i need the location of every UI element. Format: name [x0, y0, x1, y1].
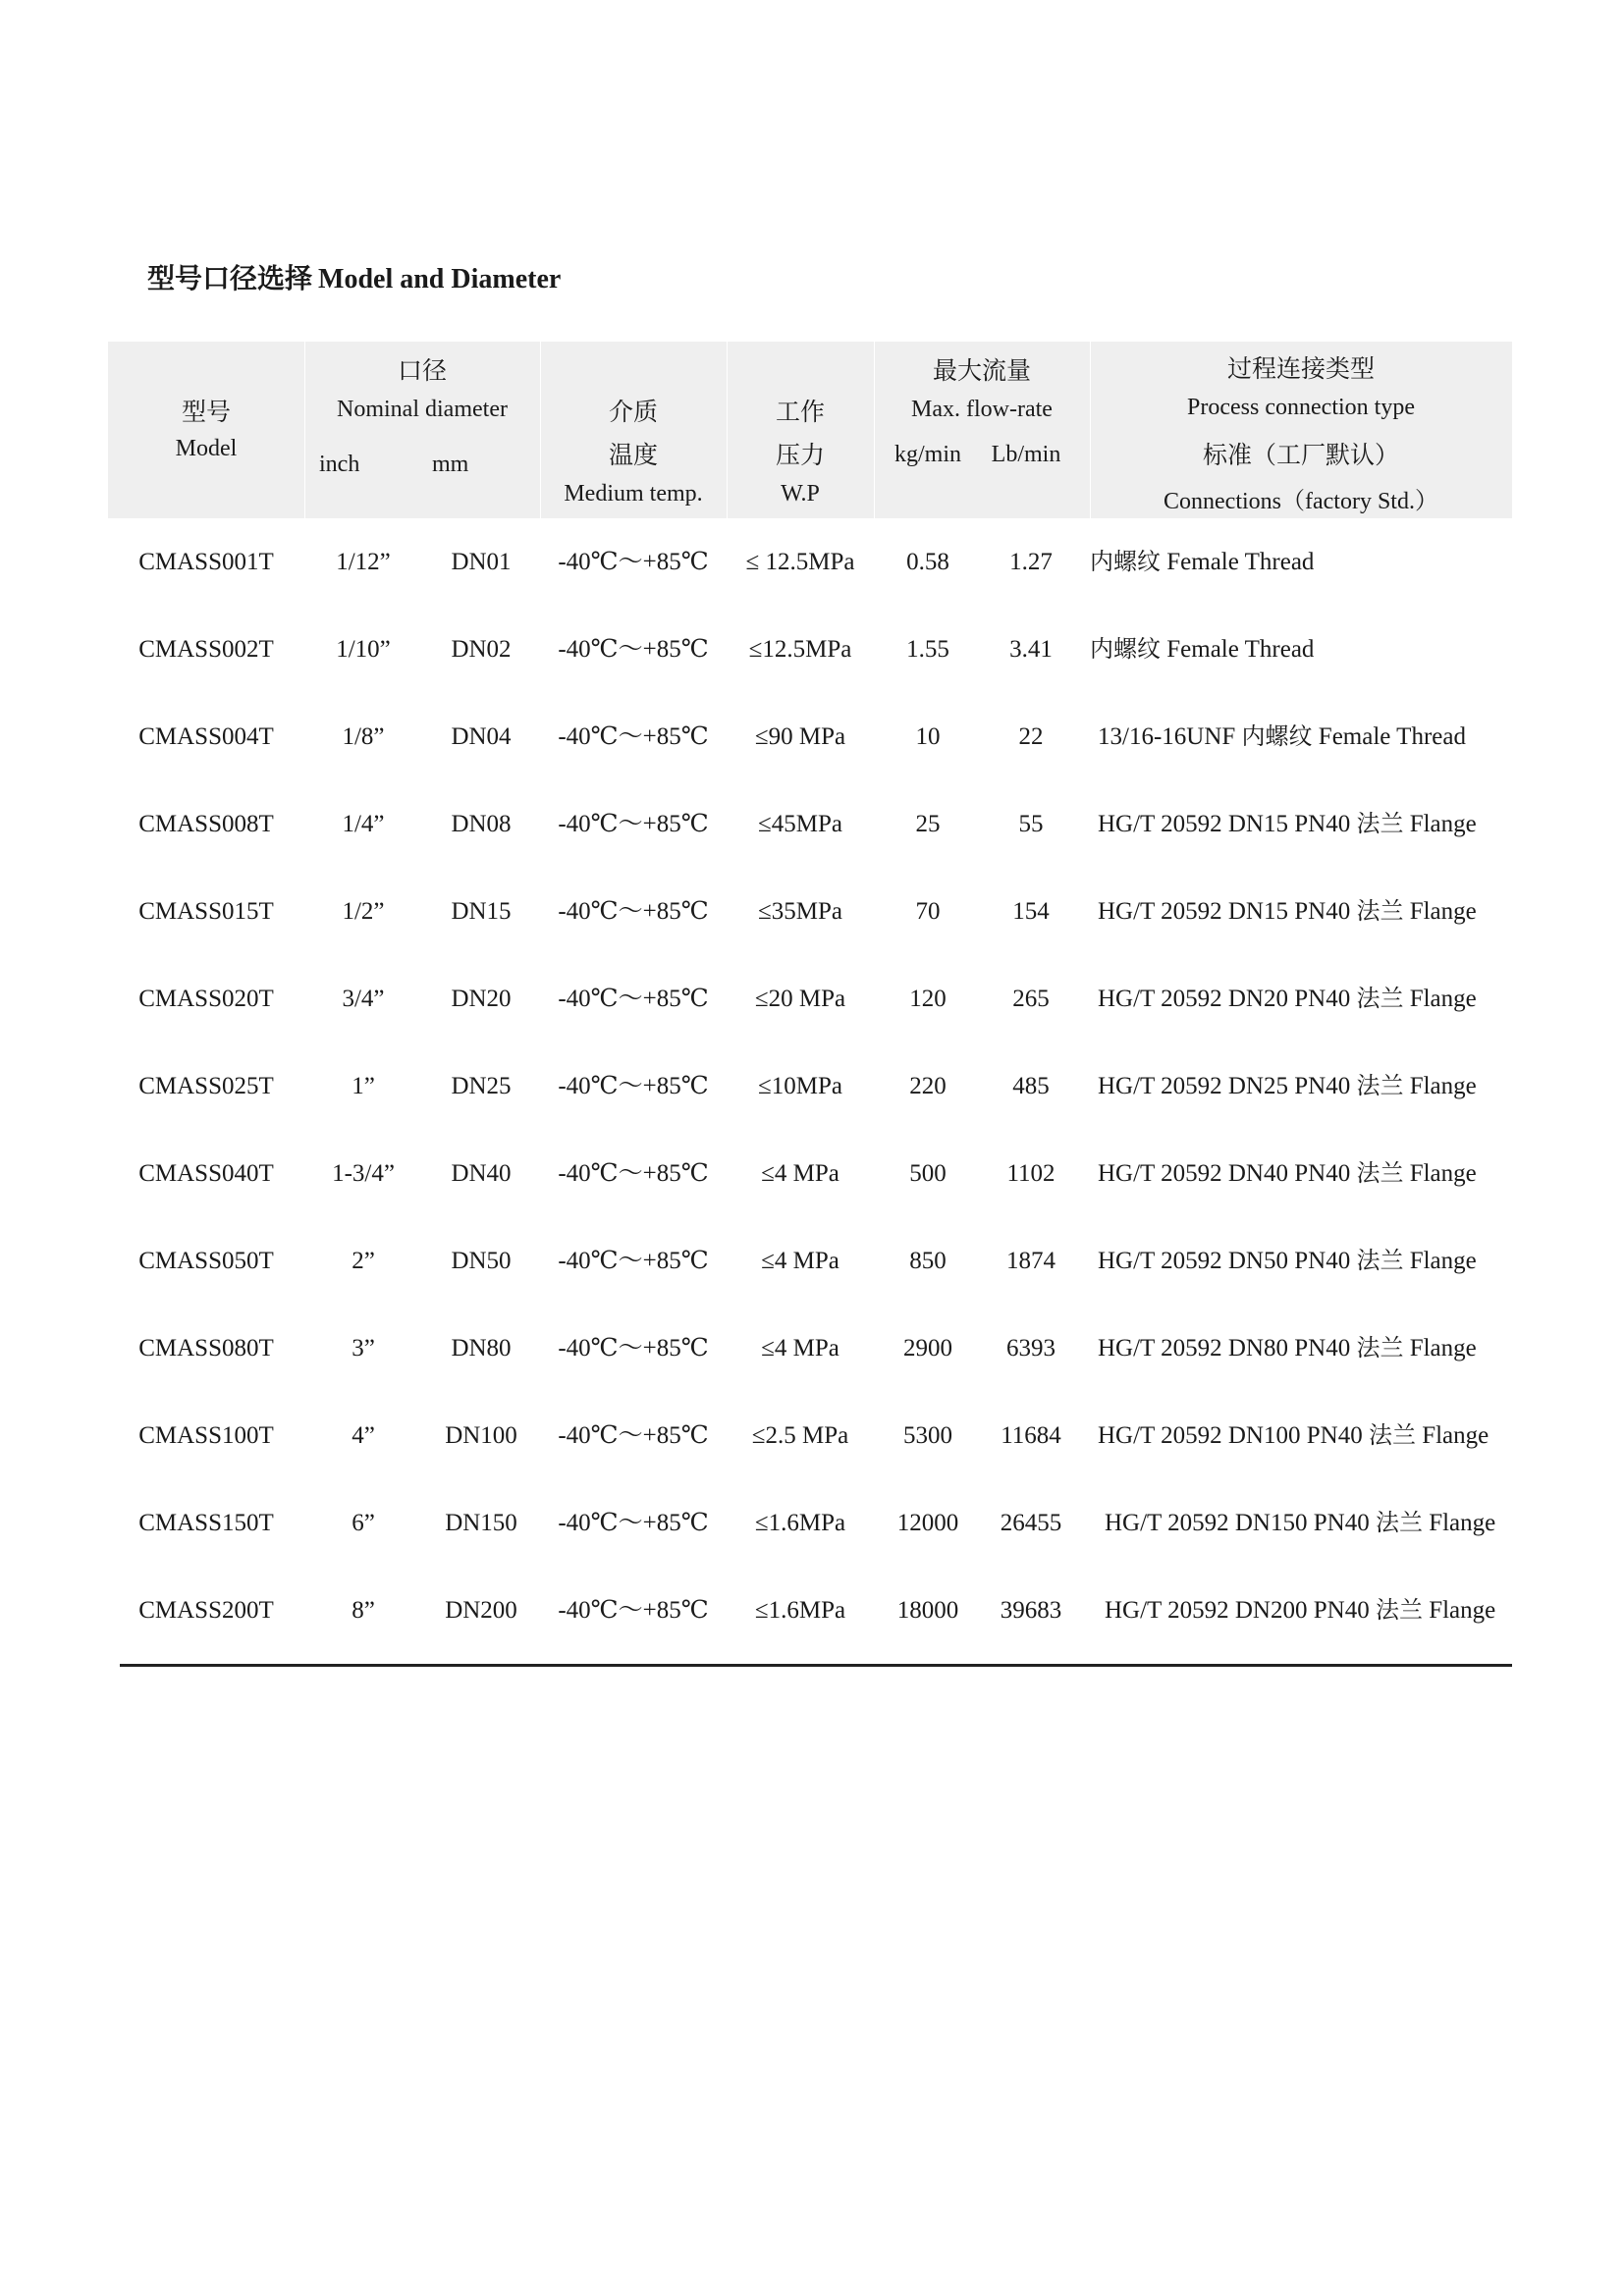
- table-row: [108, 1042, 1512, 1130]
- cell-model: CMASS100T: [138, 1422, 274, 1449]
- cell-connection: [1098, 693, 1512, 780]
- table-header: [108, 342, 1512, 518]
- cell-inch: 1/2”: [342, 898, 385, 925]
- connection-type-cn: 法兰: [1356, 1247, 1404, 1274]
- cell-mm: DN02: [451, 636, 512, 663]
- cell-kg: 220: [909, 1073, 947, 1099]
- cell-pressure: ≤45MPa: [758, 811, 842, 837]
- table-row: [108, 1479, 1512, 1567]
- connection-type-en: Flange: [1403, 1248, 1477, 1274]
- connection-type-en: Female Thread: [1312, 723, 1466, 750]
- cell-connection: [1098, 1130, 1512, 1217]
- header-diameter-cn: 口径: [397, 356, 447, 385]
- header-temp-en: Medium temp.: [564, 481, 703, 507]
- cell-inch: 1/10”: [336, 636, 391, 663]
- cell-lb: 39683: [1000, 1597, 1062, 1624]
- cell-lb: 6393: [1006, 1335, 1056, 1362]
- connection-type-en: Flange: [1422, 1597, 1496, 1624]
- cell-inch: 2”: [352, 1248, 375, 1274]
- cell-lb: 1.27: [1009, 549, 1053, 575]
- header-kg: kg/min: [893, 442, 961, 467]
- header-pressure-cn2: 压力: [775, 441, 825, 469]
- cell-temp: -40℃～+85℃: [558, 1510, 709, 1536]
- header-temp-cn1: 介质: [608, 398, 658, 426]
- cell-mm: DN01: [451, 549, 512, 575]
- cell-lb: 3.41: [1009, 636, 1053, 663]
- table-row: [108, 1305, 1512, 1392]
- cell-model: CMASS015T: [138, 898, 274, 925]
- cell-pressure: ≤10MPa: [758, 1073, 842, 1099]
- cell-temp: -40℃～+85℃: [558, 1248, 709, 1274]
- connection-type-cn: 法兰: [1356, 1334, 1404, 1362]
- cell-kg: 5300: [903, 1422, 952, 1449]
- connection-type-en: Flange: [1403, 811, 1477, 837]
- header-connection: [1090, 342, 1512, 518]
- connection-standard: HG/T 20592 DN100 PN40: [1098, 1422, 1369, 1449]
- connection-type-en: Flange: [1403, 1335, 1477, 1362]
- connection-type-cn: 法兰: [1368, 1421, 1416, 1449]
- cell-pressure: ≤ 12.5MPa: [745, 549, 855, 575]
- header-pressure: [727, 342, 875, 518]
- table-row: [108, 1567, 1512, 1654]
- connection-type-cn: 法兰: [1375, 1509, 1423, 1536]
- cell-pressure: ≤35MPa: [758, 898, 842, 925]
- cell-kg: 1.55: [906, 636, 949, 663]
- cell-model: CMASS040T: [138, 1160, 274, 1187]
- cell-mm: DN40: [451, 1160, 512, 1187]
- cell-temp: -40℃～+85℃: [558, 898, 709, 925]
- header-model: [108, 342, 305, 518]
- connection-standard: HG/T 20592 DN200 PN40: [1105, 1597, 1376, 1624]
- table-row: [108, 1392, 1512, 1479]
- cell-lb: 22: [1018, 723, 1044, 750]
- cell-pressure: ≤1.6MPa: [754, 1597, 846, 1624]
- connection-standard: HG/T 20592 DN15 PN40: [1098, 811, 1357, 837]
- header-temp: [540, 342, 728, 518]
- header-diameter: [304, 342, 541, 518]
- header-temp-cn2: 温度: [608, 441, 658, 469]
- cell-mm: DN15: [451, 898, 512, 925]
- cell-connection: [1098, 1392, 1512, 1479]
- cell-model: CMASS025T: [138, 1073, 274, 1099]
- cell-kg: 120: [909, 986, 947, 1012]
- connection-type-en: Flange: [1403, 898, 1477, 925]
- connection-type-cn: 法兰: [1375, 1596, 1423, 1624]
- cell-temp: -40℃～+85℃: [558, 1335, 709, 1362]
- connection-standard: HG/T 20592 DN40 PN40: [1098, 1160, 1357, 1187]
- cell-mm: DN80: [451, 1335, 512, 1362]
- header-conn-cn: 过程连接类型: [1226, 354, 1375, 383]
- cell-temp: -40℃～+85℃: [558, 811, 709, 837]
- cell-temp: -40℃～+85℃: [558, 636, 709, 663]
- cell-connection: [1090, 606, 1512, 693]
- connection-type-en: Flange: [1415, 1422, 1489, 1449]
- table-row: [108, 1130, 1512, 1217]
- connection-type-cn: 内螺纹: [1241, 722, 1313, 750]
- cell-connection: [1098, 955, 1512, 1042]
- header-pressure-en: W.P: [781, 481, 820, 507]
- connection-standard: HG/T 20592 DN50 PN40: [1098, 1248, 1357, 1274]
- page-title-en: Model and Diameter: [318, 264, 562, 294]
- header-inch: inch: [319, 452, 360, 477]
- cell-temp: -40℃～+85℃: [558, 549, 709, 575]
- cell-inch: 3”: [352, 1335, 375, 1362]
- cell-pressure: ≤4 MPa: [761, 1335, 839, 1362]
- cell-inch: 6”: [352, 1510, 375, 1536]
- cell-inch: 1/12”: [336, 549, 391, 575]
- header-mm: mm: [432, 452, 469, 477]
- cell-lb: 1102: [1006, 1160, 1056, 1187]
- table-row: [108, 780, 1512, 868]
- cell-kg: 2900: [903, 1335, 952, 1362]
- cell-temp: -40℃～+85℃: [558, 1422, 709, 1449]
- header-conn-en: Process connection type: [1187, 395, 1415, 420]
- page-title: [147, 257, 561, 296]
- connection-type-cn: 法兰: [1356, 1159, 1404, 1187]
- cell-kg: 25: [915, 811, 941, 837]
- connection-type-en: Female Thread: [1161, 549, 1315, 575]
- cell-temp: -40℃～+85℃: [558, 723, 709, 750]
- cell-inch: 1”: [352, 1073, 375, 1099]
- cell-mm: DN150: [445, 1510, 517, 1536]
- cell-pressure: ≤1.6MPa: [754, 1510, 846, 1536]
- cell-inch: 3/4”: [342, 986, 385, 1012]
- table-row: [108, 693, 1512, 780]
- connection-standard: HG/T 20592 DN150 PN40: [1105, 1510, 1376, 1536]
- connection-type-cn: 法兰: [1356, 985, 1404, 1012]
- cell-model: CMASS150T: [138, 1510, 274, 1536]
- connection-type-cn: 法兰: [1356, 1072, 1404, 1099]
- connection-standard: HG/T 20592 DN25 PN40: [1098, 1073, 1357, 1099]
- cell-model: CMASS001T: [138, 549, 274, 575]
- connection-type-en: Flange: [1403, 1073, 1477, 1099]
- cell-model: CMASS080T: [138, 1335, 274, 1362]
- cell-lb: 55: [1018, 811, 1044, 837]
- cell-kg: 500: [909, 1160, 947, 1187]
- cell-pressure: ≤20 MPa: [754, 986, 846, 1012]
- header-conn-en2: Connections（factory Std.）: [1164, 489, 1438, 514]
- table-row: [108, 955, 1512, 1042]
- model-diameter-table: [108, 342, 1512, 1654]
- cell-kg: 70: [915, 898, 941, 925]
- cell-inch: 4”: [352, 1422, 375, 1449]
- cell-temp: -40℃～+85℃: [558, 1073, 709, 1099]
- cell-mm: DN50: [451, 1248, 512, 1274]
- cell-inch: 1/4”: [342, 811, 385, 837]
- cell-lb: 11684: [1001, 1422, 1061, 1449]
- cell-connection: [1105, 1567, 1512, 1654]
- cell-connection: [1098, 1305, 1512, 1392]
- cell-temp: -40℃～+85℃: [558, 1160, 709, 1187]
- cell-lb: 265: [1012, 986, 1050, 1012]
- cell-connection: [1090, 518, 1512, 606]
- cell-mm: DN20: [451, 986, 512, 1012]
- cell-lb: 26455: [1000, 1510, 1062, 1536]
- connection-standard: 13/16-16UNF: [1098, 723, 1242, 750]
- table-bottom-rule: [120, 1664, 1512, 1667]
- cell-mm: DN04: [451, 723, 512, 750]
- connection-type-en: Female Thread: [1161, 636, 1315, 663]
- header-flow: [874, 342, 1091, 518]
- cell-model: CMASS200T: [138, 1597, 274, 1624]
- connection-standard: HG/T 20592 DN15 PN40: [1098, 898, 1357, 925]
- connection-type-cn: 内螺纹: [1090, 548, 1161, 575]
- cell-lb: 154: [1012, 898, 1050, 925]
- cell-kg: 0.58: [906, 549, 949, 575]
- cell-inch: 8”: [352, 1597, 375, 1624]
- connection-type-cn: 法兰: [1356, 810, 1404, 837]
- connection-type-cn: 内螺纹: [1090, 635, 1161, 663]
- cell-model: CMASS050T: [138, 1248, 274, 1274]
- cell-pressure: ≤4 MPa: [761, 1248, 839, 1274]
- cell-lb: 1874: [1006, 1248, 1056, 1274]
- cell-pressure: ≤2.5 MPa: [751, 1422, 849, 1449]
- cell-mm: DN200: [445, 1597, 517, 1624]
- header-model-en: Model: [175, 436, 238, 461]
- header-conn-cn2: 标准（工厂默认）: [1202, 441, 1399, 469]
- cell-model: CMASS004T: [138, 723, 274, 750]
- cell-model: CMASS002T: [138, 636, 274, 663]
- connection-standard: HG/T 20592 DN80 PN40: [1098, 1335, 1357, 1362]
- cell-inch: 1/8”: [342, 723, 385, 750]
- cell-mm: DN100: [445, 1422, 517, 1449]
- table-row: [108, 1217, 1512, 1305]
- connection-type-cn: 法兰: [1356, 897, 1404, 925]
- header-pressure-cn1: 工作: [775, 398, 825, 426]
- cell-pressure: ≤12.5MPa: [748, 636, 852, 663]
- cell-model: CMASS008T: [138, 811, 274, 837]
- cell-temp: -40℃～+85℃: [558, 986, 709, 1012]
- cell-model: CMASS020T: [138, 986, 274, 1012]
- cell-kg: 18000: [896, 1597, 959, 1624]
- cell-pressure: ≤90 MPa: [754, 723, 846, 750]
- table-row: [108, 606, 1512, 693]
- table-body: [108, 518, 1512, 1654]
- connection-type-en: Flange: [1403, 1160, 1477, 1187]
- page-title-cn: 型号口径选择: [147, 262, 313, 294]
- cell-mm: DN25: [451, 1073, 512, 1099]
- connection-type-en: Flange: [1422, 1510, 1496, 1536]
- cell-temp: -40℃～+85℃: [558, 1597, 709, 1624]
- cell-pressure: ≤4 MPa: [761, 1160, 839, 1187]
- header-lb: Lb/min: [991, 442, 1061, 467]
- cell-connection: [1098, 1217, 1512, 1305]
- cell-kg: 850: [909, 1248, 947, 1274]
- header-diameter-en: Nominal diameter: [337, 397, 508, 422]
- cell-kg: 12000: [896, 1510, 959, 1536]
- table-row: [108, 868, 1512, 955]
- cell-lb: 485: [1012, 1073, 1050, 1099]
- cell-inch: 1-3/4”: [332, 1160, 395, 1187]
- cell-connection: [1098, 868, 1512, 955]
- table-row: [108, 518, 1512, 606]
- cell-connection: [1105, 1479, 1512, 1567]
- connection-type-en: Flange: [1403, 986, 1477, 1012]
- cell-mm: DN08: [451, 811, 512, 837]
- cell-connection: [1098, 1042, 1512, 1130]
- header-flow-cn: 最大流量: [932, 356, 1031, 385]
- cell-connection: [1098, 780, 1512, 868]
- cell-kg: 10: [915, 723, 941, 750]
- connection-standard: HG/T 20592 DN20 PN40: [1098, 986, 1357, 1012]
- header-model-cn: 型号: [181, 398, 231, 426]
- header-flow-en: Max. flow-rate: [911, 397, 1053, 422]
